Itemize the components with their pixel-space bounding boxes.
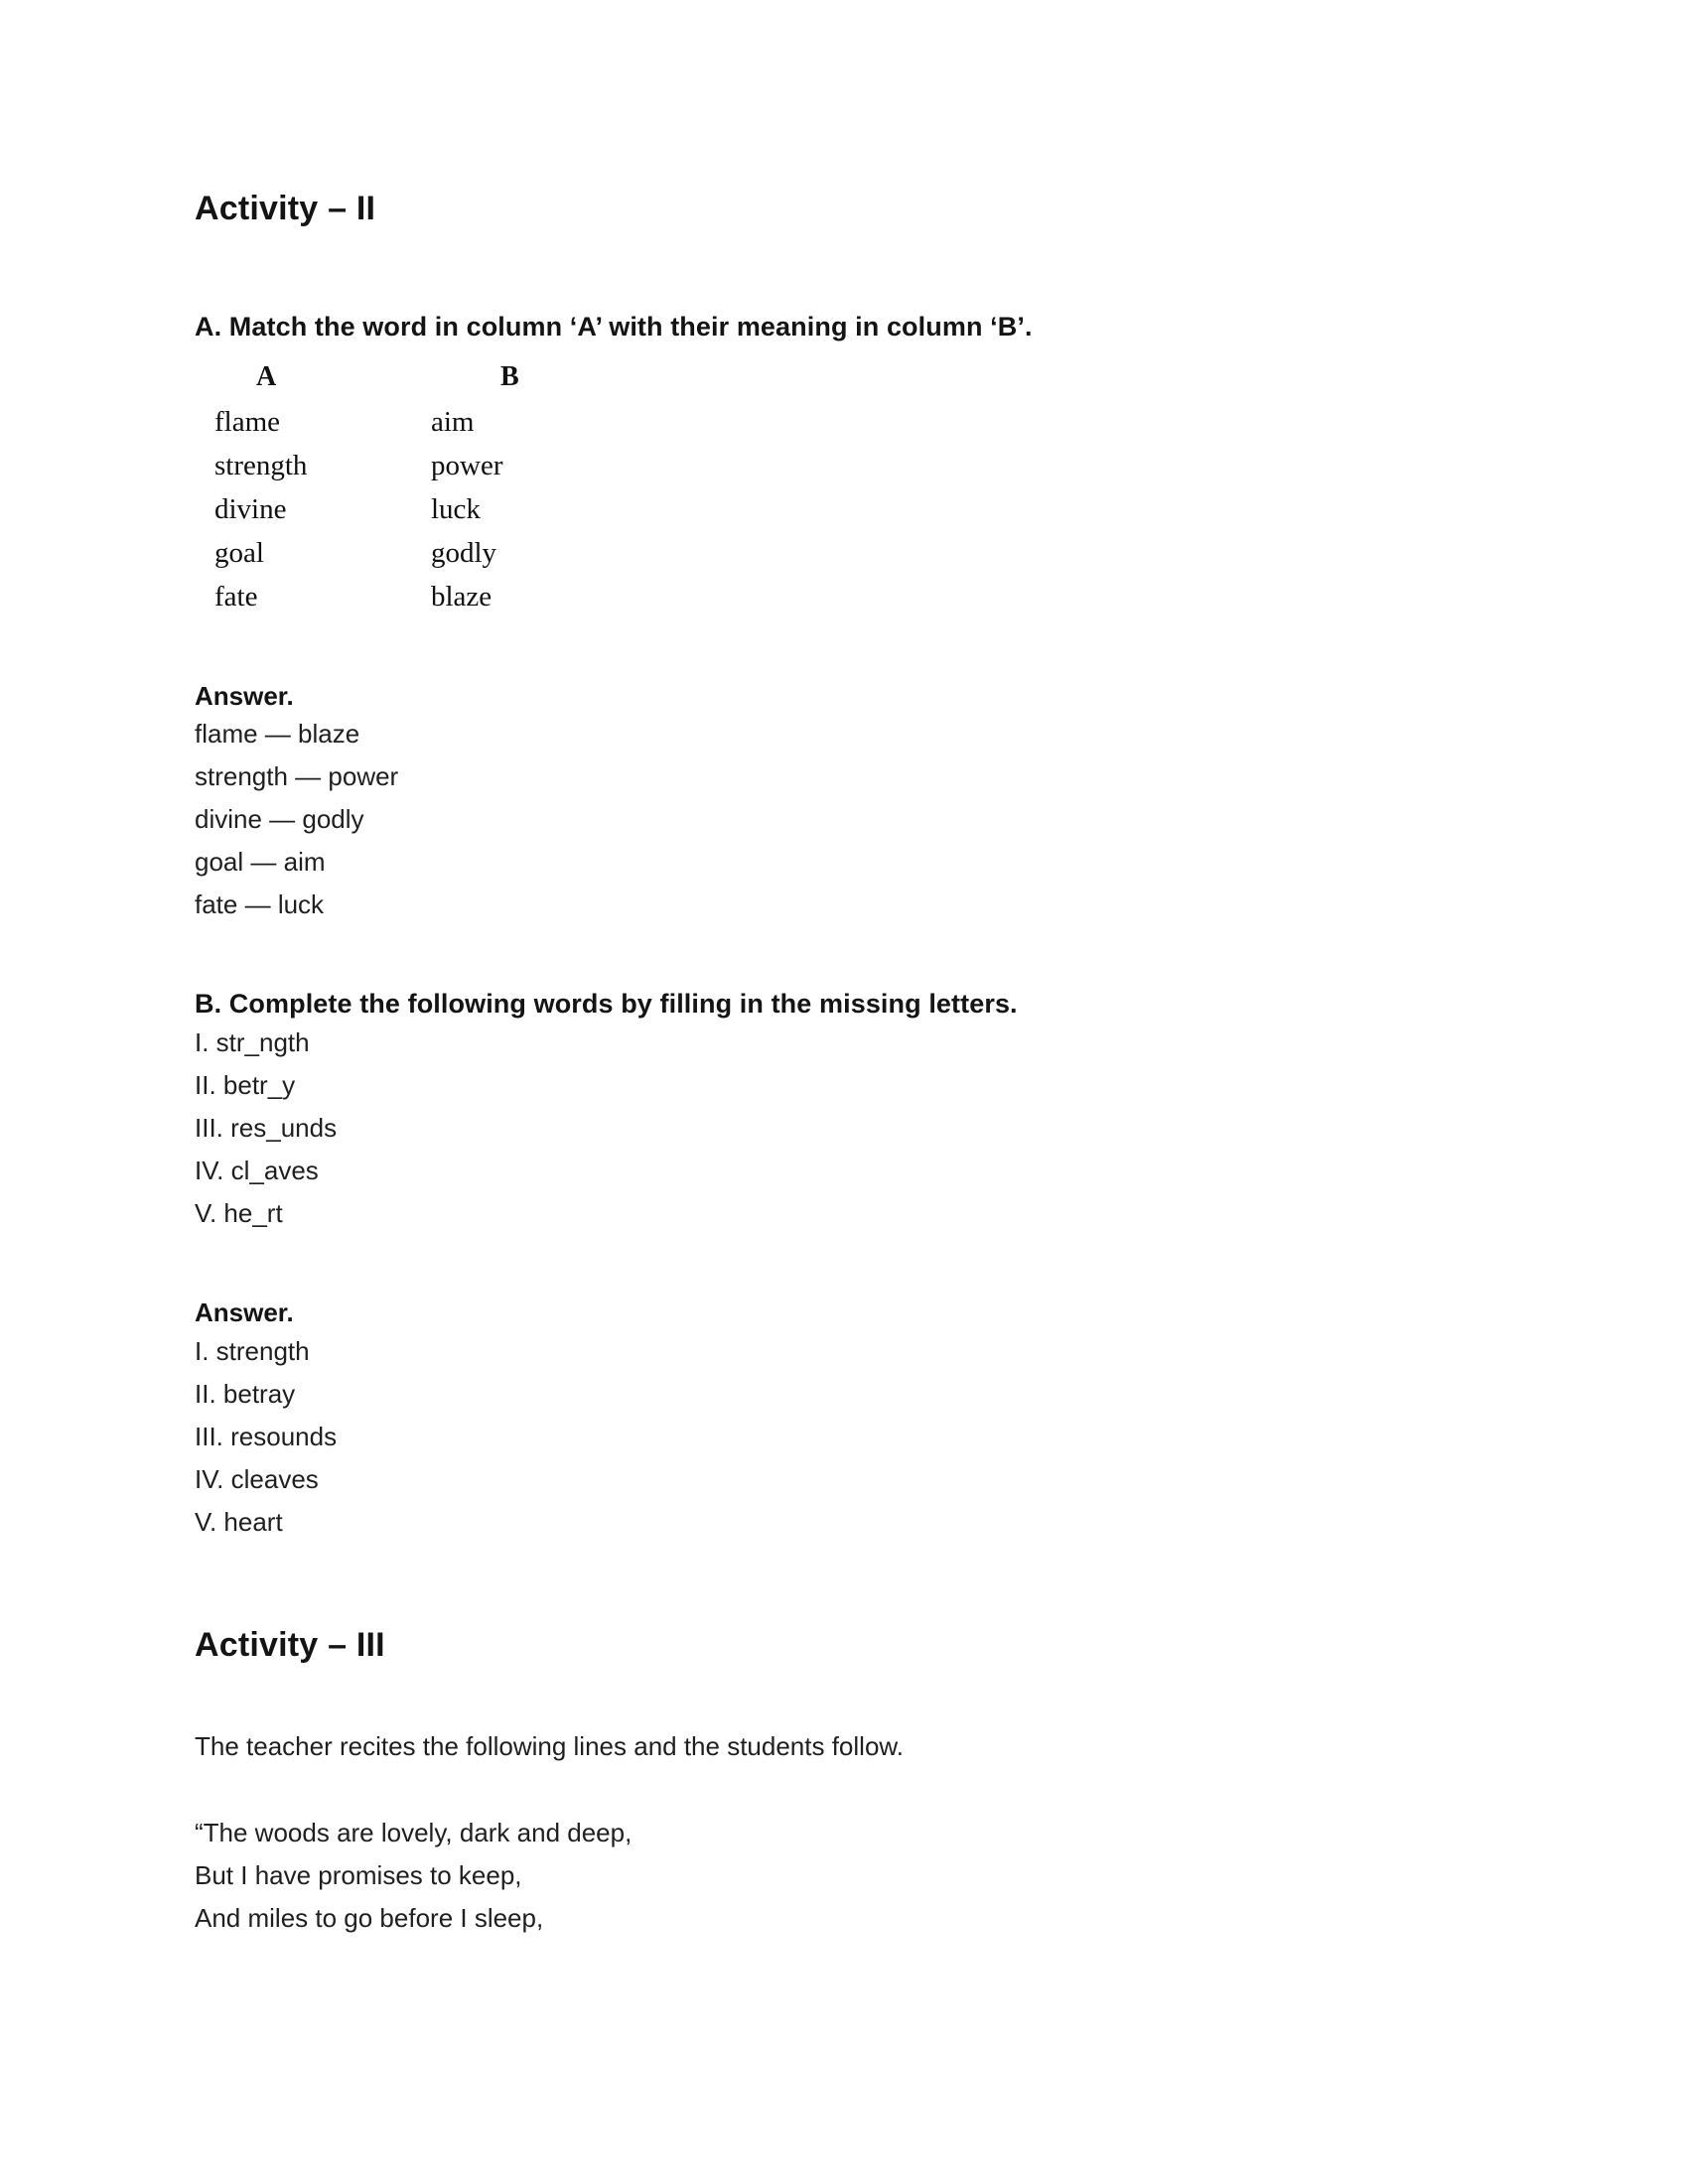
section-b-block [195, 988, 1525, 1235]
column-a-word: flame [214, 405, 281, 438]
answer-b-heading: Answer. [195, 1297, 294, 1328]
column-b-word: power [431, 449, 503, 481]
poem-block [195, 1812, 1525, 1940]
section-b-item: IV. cl_aves [195, 1156, 319, 1186]
column-b-word: godly [431, 536, 497, 569]
section-b-item: III. res_unds [195, 1113, 338, 1144]
column-b-word: aim [431, 405, 475, 438]
match-columns-table [195, 356, 1525, 618]
table-row [195, 444, 1525, 487]
answer-b-item: I. strength [195, 1335, 310, 1366]
section-b-heading: B. Complete the following words by filling in the missing letters. [195, 989, 1018, 1020]
answer-a-block [195, 680, 1525, 927]
section-a-heading: A. Match the word in column ‘A’ with their meaning in column ‘B’. [195, 311, 1033, 341]
answer-a-line: fate — luck [195, 889, 325, 920]
table-row [195, 400, 1525, 444]
answer-a-line: flame — blaze [195, 719, 360, 750]
column-a-word: strength [214, 449, 308, 481]
column-b-word: luck [431, 492, 481, 525]
answer-a-line: divine — godly [195, 804, 364, 835]
table-row [195, 487, 1525, 531]
column-a-header: A [256, 360, 277, 392]
section-b-item: II. betr_y [195, 1070, 296, 1101]
answer-a-heading: Answer. [195, 680, 294, 711]
column-b-word: blaze [431, 580, 492, 613]
poem-line: And miles to go before I sleep, [195, 1902, 544, 1933]
table-row [195, 575, 1525, 618]
activity-3-heading: Activity – III [195, 1625, 385, 1664]
column-b-header: B [500, 360, 519, 392]
answer-b-item: III. resounds [195, 1421, 338, 1451]
activity-3-intro: The teacher recites the following lines and the students follow. [195, 1730, 904, 1761]
poem-line: “The woods are lovely, dark and deep, [195, 1817, 633, 1847]
poem-line: But I have promises to keep, [195, 1859, 522, 1890]
answer-b-item: IV. cleaves [195, 1463, 319, 1494]
table-row [195, 531, 1525, 575]
answer-b-item: V. heart [195, 1506, 283, 1537]
section-b-item: I. str_ngth [195, 1027, 310, 1058]
answer-b-block [195, 1297, 1525, 1544]
column-a-word: fate [214, 580, 258, 613]
table-header-row [195, 356, 1525, 400]
answer-a-line: goal — aim [195, 847, 326, 878]
column-a-word: goal [214, 536, 264, 569]
answer-b-item: II. betray [195, 1378, 296, 1409]
document-content [195, 189, 1525, 1940]
activity-2-heading: Activity – II [195, 190, 376, 227]
column-a-word: divine [214, 492, 287, 525]
answer-a-line: strength — power [195, 761, 399, 792]
section-b-item: V. he_rt [195, 1198, 283, 1229]
